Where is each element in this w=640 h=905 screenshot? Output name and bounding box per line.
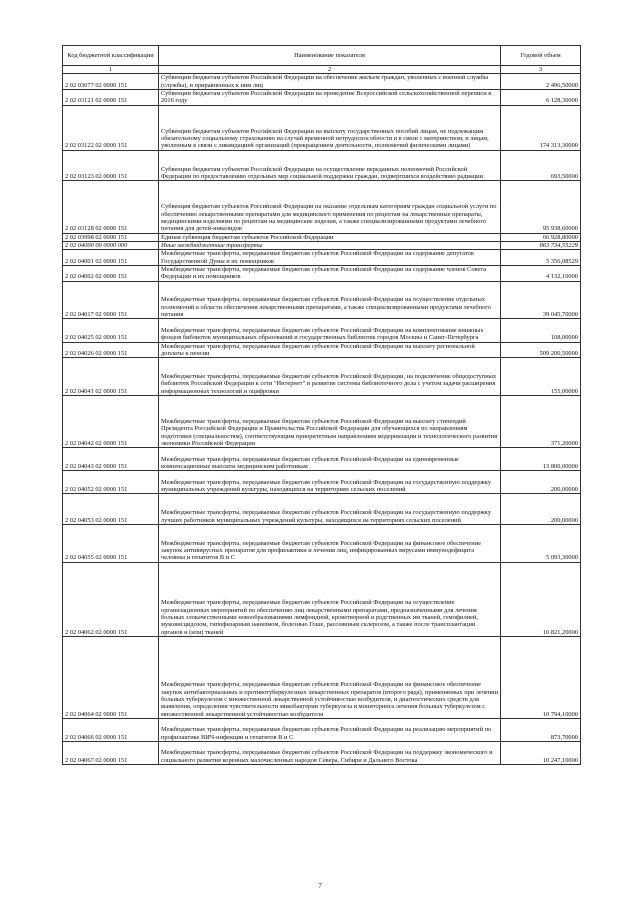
column-number-3: 3 <box>501 66 581 74</box>
row-code: 2 02 04067 02 0000 151 <box>63 742 159 765</box>
row-value: 5 356,08529 <box>501 250 581 266</box>
table-row <box>63 358 581 396</box>
row-description: Межбюджетные трансферты, передаваемые бюджетам субъектов Российской Федерации на осуществление отдельных полномочий в области обеспечения лекарственными препаратами, а также специализированными продуктами лечебного питания <box>159 281 501 319</box>
row-value: 873,70000 <box>501 718 581 741</box>
row-description: Межбюджетные трансферты, передаваемые бюджетам субъектов Российской Федерации на выплату стипендий Президента Российской Федерации и Правительства Российской Федерации для обучающихся по направлениям подготовки (специальностям), соответствующим приоритетным направлениям модернизации и технологического развития экономики Российской Федерации <box>159 395 501 447</box>
table-row <box>63 241 581 249</box>
table-row <box>63 281 581 319</box>
row-code: 2 02 04000 00 0000 000 <box>63 241 159 249</box>
row-description: Межбюджетные трансферты, передаваемые бюджетам субъектов Российской Федерации на выплату региональной доплаты к пенсии <box>159 342 501 358</box>
table-row <box>63 342 581 358</box>
header-name: Наименование показателя <box>159 46 501 66</box>
table-row <box>63 524 581 562</box>
row-code: 2 02 03128 02 0000 151 <box>63 181 159 233</box>
row-description: Межбюджетные трансферты, передаваемые бюджетам субъектов Российской Федерации на финансовое обеспечение закупок антибактериальных и противотуберкулезных лекарственных препаратов (второго ряда), применяемых при лечении больных туберкулезом с множественной лекарственной устойчивостью возбудителя, и диагностических средств для выявления, определения чувствительности микобактерии туберкулеза и мониторинга лечения больных туберкулезом с множественной лекарственной устойчивостью возбудителя <box>159 637 501 719</box>
table-row <box>63 233 581 241</box>
row-code: 2 02 04041 02 0000 151 <box>63 358 159 396</box>
row-value: 200,00000 <box>501 494 581 524</box>
row-value: 6 128,30000 <box>501 90 581 106</box>
row-code: 2 02 04064 02 0000 151 <box>63 637 159 719</box>
table-row <box>63 562 581 637</box>
table-row <box>63 718 581 741</box>
table-row <box>63 74 581 90</box>
row-description: Межбюджетные трансферты, передаваемые бюджетам субъектов Российской Федерации на комплектование книжных фондов библиотек муниципальных образований и государственных библиотек городов Москвы и Санкт-Петербурга <box>159 319 501 342</box>
row-code: 2 02 04042 02 0000 151 <box>63 395 159 447</box>
row-value: 174 313,30000 <box>501 105 581 150</box>
row-description: Межбюджетные трансферты, передаваемые бюджетам субъектов Российской Федерации, на подключение общедоступных библиотек Российской Федерации к сети "Интернет" и развитие системы библиотечного дела с учетом задачи расширения информационных технологий и оцифровки <box>159 358 501 396</box>
row-description: Единая субвенция бюджетам субъектов Российской Федерации <box>159 233 501 241</box>
row-description: Межбюджетные трансферты, передаваемые бюджетам субъектов Российской Федерации на государственную поддержку муниципальных учреждений культуры, находящихся на территориях сельских поселений <box>159 471 501 494</box>
table-row <box>63 448 581 471</box>
row-description: Субвенции бюджетам субъектов Российской Федерации на обеспечение жильем граждан, уволенных с военной службы (службы), и приравненных к ним лиц <box>159 74 501 90</box>
table-row <box>63 90 581 106</box>
table-row <box>63 494 581 524</box>
row-value: 10 247,10000 <box>501 742 581 765</box>
row-code: 2 02 03121 02 0000 151 <box>63 90 159 106</box>
row-value: 13 800,00000 <box>501 448 581 471</box>
row-value: 10 821,20000 <box>501 562 581 637</box>
row-value: 5 093,30000 <box>501 524 581 562</box>
row-code: 2 02 03077 02 0000 151 <box>63 74 159 90</box>
table-row <box>63 319 581 342</box>
row-description: Иные межбюджетные трансферты <box>159 241 501 249</box>
row-description: Субвенция бюджетам субъектов Российской Федерации на оказание отдельным категориям граждан социальной услуги по обеспечению лекарственными препаратами для медицинского применения по рецептам на лекарственные препараты, медицинскими изделиями по рецептам на медицинские изделия, а также специализированными продуктами лечебного питания для детей-инвалидов <box>159 181 501 233</box>
row-description: Межбюджетные трансферты, передаваемые бюджетам субъектов Российской Федерации на единовременные компенсационные выплаты медицинским работникам <box>159 448 501 471</box>
row-value: 200,00000 <box>501 471 581 494</box>
row-description: Межбюджетные трансферты, передаваемые бюджетам субъектов Российской Федерации на поддержку экономического и социального развития коренных малочисленных народов Севера, Сибири и Дальнего Востока <box>159 742 501 765</box>
table-row <box>63 395 581 447</box>
row-value: 66 928,80000 <box>501 233 581 241</box>
row-description: Субвенции бюджетам субъектов Российской Федерации на проведение Всероссийской сельскохозяйственной переписи в 2016 году <box>159 90 501 106</box>
row-value: 2 496,50000 <box>501 74 581 90</box>
row-code: 2 02 04055 02 0000 151 <box>63 524 159 562</box>
row-value: 108,00000 <box>501 319 581 342</box>
row-value: 95 938,60000 <box>501 181 581 233</box>
budget-table <box>62 45 581 765</box>
table-row <box>63 471 581 494</box>
row-code: 2 02 04002 02 0000 151 <box>63 266 159 282</box>
header-code: Код бюджетной классификации <box>63 46 159 66</box>
row-code: 2 02 04043 02 0000 151 <box>63 448 159 471</box>
column-number-1: 1 <box>63 66 159 74</box>
row-code: 2 02 04053 02 0000 151 <box>63 494 159 524</box>
budget-table-container <box>62 45 580 765</box>
header-volume: Годовой объем <box>501 46 581 66</box>
table-row <box>63 181 581 233</box>
row-description: Межбюджетные трансферты, передаваемые бюджетам субъектов Российской Федерации на осуществление организационных мероприятий по обеспечению лиц лекарственными препаратами, предназначенными для лечения больных злокачественными новообразованиями лимфоидной, кроветворной и родственных им тканей, гемофилией, муковисцидозом, гипофизарным нанизмом, болезнью Гоше, рассеянным склерозом, а также после трансплантации органов и (или) тканей <box>159 562 501 637</box>
row-description: Межбюджетные трансферты, передаваемые бюджетам субъектов Российской Федерации на содержание членов Совета Федерации и их помощников <box>159 266 501 282</box>
column-number-row <box>63 66 581 74</box>
row-description: Межбюджетные трансферты, передаваемые бюджетам субъектов Российской Федерации на содержание депутатов Государственной Думы и их помощников <box>159 250 501 266</box>
table-body <box>63 74 581 765</box>
row-code: 2 02 04001 02 0000 151 <box>63 250 159 266</box>
table-row <box>63 105 581 150</box>
row-description: Межбюджетные трансферты, передаваемые бюджетам субъектов Российской Федерации на финансовое обеспечение закупок антивирусных препаратов для профилактики и лечения лиц, инфицированных вирусами иммунодефицита человека и гепатитов В и С <box>159 524 501 562</box>
table-row <box>63 742 581 765</box>
row-code: 2 02 04026 02 0000 151 <box>63 342 159 358</box>
row-value: 863 734,55229 <box>501 241 581 249</box>
row-description: Межбюджетные трансферты, передаваемые бюджетам субъектов Российской Федерации на реализацию мероприятий по профилактике ВИЧ-инфекции и гепатитов В и С <box>159 718 501 741</box>
row-description: Субвенции бюджетам субъектов Российской Федерации на выплату государственных пособий лицам, не подлежащим обязательному социальному страхованию на случай временной нетрудоспособности и в связи с материнством, и лицам, уволенным в связи с ликвидацией организаций (прекращением деятельности, полномочий физическими лицами) <box>159 105 501 150</box>
row-code: 2 02 04066 02 0000 151 <box>63 718 159 741</box>
table-row <box>63 637 581 719</box>
row-value: 155,00000 <box>501 358 581 396</box>
table-row <box>63 150 581 180</box>
row-value: 10 794,10000 <box>501 637 581 719</box>
table-row <box>63 250 581 266</box>
row-value: 371,20000 <box>501 395 581 447</box>
row-value: 693,50000 <box>501 150 581 180</box>
row-code: 2 02 04017 02 0000 151 <box>63 281 159 319</box>
table-row <box>63 266 581 282</box>
column-number-2: 2 <box>159 66 501 74</box>
row-description: Межбюджетные трансферты, передаваемые бюджетам субъектов Российской Федерации на государственную поддержку лучших работников муниципальных учреждений культуры, находящихся на территориях сельских поселений <box>159 494 501 524</box>
row-value: 4 132,10000 <box>501 266 581 282</box>
row-code: 2 02 04052 02 0000 151 <box>63 471 159 494</box>
page-number: 7 <box>318 882 322 890</box>
row-value: 509 200,50000 <box>501 342 581 358</box>
row-code: 2 02 04062 02 0000 151 <box>63 562 159 637</box>
row-code: 2 02 03122 02 0000 151 <box>63 105 159 150</box>
row-code: 2 02 04025 02 0000 151 <box>63 319 159 342</box>
row-code: 2 02 03998 02 0000 151 <box>63 233 159 241</box>
row-description: Субвенции бюджетам субъектов Российской Федерации на осуществление переданных полномочий Российской Федерации по предоставлению отдельных мер социальной поддержки граждан, подвергшихся воздействию радиации <box>159 150 501 180</box>
row-code: 2 02 03123 02 0000 151 <box>63 150 159 180</box>
header-row <box>63 46 581 66</box>
row-value: 39 045,70000 <box>501 281 581 319</box>
